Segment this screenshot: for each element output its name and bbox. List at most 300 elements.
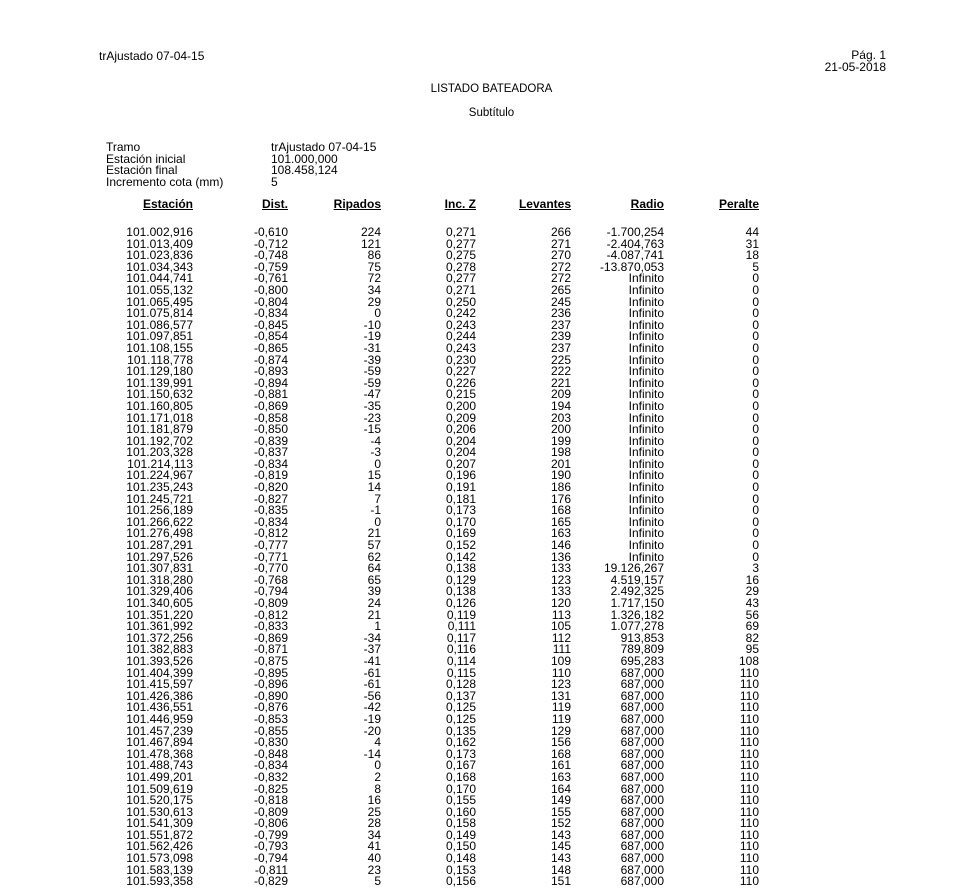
- table-cell: 0: [752, 387, 759, 402]
- table-cell: -0,827: [253, 491, 288, 506]
- table-cell: Infinito: [628, 329, 664, 344]
- table-cell: 0,150: [445, 839, 476, 854]
- table-cell: 237: [550, 340, 571, 355]
- table-cell: -0,865: [253, 340, 288, 355]
- report-subtitle: Subtítulo: [468, 107, 515, 119]
- table-cell: -0,854: [253, 329, 288, 344]
- table-cell: 43: [745, 596, 759, 610]
- table-cell: 101.457,239: [126, 723, 193, 738]
- table-cell: 200: [550, 422, 571, 437]
- table-cell: -4: [370, 433, 381, 448]
- table-cell: 225: [550, 352, 571, 367]
- table-cell: 0: [752, 271, 759, 286]
- table-cell: Infinito: [628, 433, 664, 448]
- table-cell: 0,119: [446, 607, 476, 622]
- table-cell: -0,793: [253, 839, 288, 854]
- table-cell: 101.013,409: [126, 236, 193, 251]
- table-cell: -0,850: [253, 422, 288, 437]
- table-cell: 101.034,343: [126, 259, 193, 274]
- table-cell: -39: [363, 352, 381, 367]
- table-cell: 236: [550, 306, 571, 321]
- table-cell: 29: [745, 584, 759, 599]
- table-cell: 28: [367, 816, 381, 831]
- table-cell: -0,853: [253, 711, 288, 726]
- table-cell: 110: [739, 816, 759, 831]
- table-cell: Infinito: [628, 352, 664, 367]
- table-cell: 146: [550, 538, 571, 553]
- table-cell: 0,170: [445, 514, 476, 529]
- table-cell: 0: [374, 758, 381, 773]
- table-cell: -0,811: [254, 862, 288, 877]
- table-cell: 0: [752, 514, 759, 529]
- table-cell: Infinito: [628, 445, 664, 460]
- table-cell: -0,835: [253, 503, 288, 518]
- table-cell: Infinito: [628, 526, 664, 541]
- table-cell: 110: [739, 769, 759, 784]
- table-cell: -0,869: [253, 398, 288, 413]
- table-cell: 136: [550, 549, 571, 564]
- table-cell: 112: [551, 630, 571, 645]
- table-cell: 101.235,243: [126, 480, 193, 495]
- table-cell: 101.245,721: [126, 491, 193, 506]
- table-cell: -4.087,741: [606, 248, 664, 263]
- table-cell: 101.139,991: [126, 375, 193, 390]
- table-cell: 913,853: [620, 630, 664, 645]
- table-cell: Infinito: [628, 317, 664, 332]
- table-cell: 0,173: [445, 503, 476, 518]
- table-cell: 101.023,836: [126, 248, 193, 263]
- table-cell: -0,895: [253, 665, 288, 680]
- table-cell: 0: [752, 398, 759, 413]
- table-cell: 0,244: [445, 329, 476, 344]
- table-cell: 101.181,879: [126, 422, 193, 437]
- table-cell: -3: [370, 445, 381, 460]
- table-cell: 271: [550, 236, 571, 251]
- table-cell: 0: [752, 549, 759, 564]
- parameter-label: Estación final: [106, 163, 178, 178]
- table-cell: 24: [367, 596, 381, 610]
- table-cell: -42: [363, 700, 381, 715]
- table-cell: 86: [367, 248, 381, 263]
- table-cell: 687,000: [620, 851, 664, 866]
- table-cell: 237: [550, 317, 571, 332]
- table-cell: 23: [367, 862, 381, 877]
- table-cell: 687,000: [620, 827, 664, 842]
- table-cell: 0: [752, 306, 759, 321]
- table-cell: -0,770: [253, 561, 288, 576]
- table-cell: 110: [739, 677, 759, 692]
- table-cell: -0,896: [253, 677, 288, 692]
- table-cell: 123: [550, 572, 571, 587]
- table-cell: 101.509,619: [126, 781, 193, 796]
- table-cell: 0,149: [445, 827, 476, 842]
- table-cell: 0,227: [445, 364, 476, 379]
- table-cell: Infinito: [628, 456, 664, 471]
- table-cell: 101.287,291: [126, 538, 193, 553]
- table-cell: 687,000: [620, 711, 664, 726]
- table-cell: -0,858: [253, 410, 288, 425]
- table-cell: -0,748: [253, 248, 288, 263]
- table-cell: 0,242: [445, 306, 476, 321]
- table-cell: 101.002,916: [126, 225, 193, 239]
- table-cell: -0,894: [253, 375, 288, 390]
- table-cell: 101.551,872: [126, 827, 193, 842]
- table-cell: 151: [550, 874, 571, 888]
- table-cell: 0,275: [445, 248, 476, 263]
- table-cell: 101.488,743: [126, 758, 193, 773]
- table-cell: 40: [367, 851, 381, 866]
- table-cell: 0: [752, 468, 759, 483]
- table-cell: 687,000: [620, 700, 664, 715]
- table-cell: 19.126,267: [603, 561, 664, 576]
- table-cell: 0: [752, 422, 759, 437]
- table-cell: 110: [739, 862, 759, 877]
- table-cell: Infinito: [628, 340, 664, 355]
- table-cell: 101.436,551: [126, 700, 193, 715]
- table-cell: 0,114: [446, 653, 476, 668]
- table-cell: 224: [360, 225, 381, 239]
- table-cell: -31: [363, 340, 381, 355]
- table-cell: -0,829: [253, 874, 288, 888]
- table-cell: 239: [550, 329, 571, 344]
- table-cell: 110: [551, 665, 571, 680]
- table-cell: 0,271: [445, 282, 476, 297]
- table-cell: 101.297,526: [126, 549, 193, 564]
- table-cell: -2.404,763: [606, 236, 664, 251]
- table-cell: 101.055,132: [126, 282, 193, 297]
- table-cell: 101.266,622: [126, 514, 193, 529]
- table-cell: 161: [550, 758, 571, 773]
- table-cell: 1.326,182: [610, 607, 664, 622]
- table-cell: 0,170: [445, 781, 476, 796]
- table-cell: 101.108,155: [126, 340, 193, 355]
- table-cell: 72: [367, 271, 381, 286]
- table-cell: 110: [739, 874, 759, 888]
- table-cell: -0,845: [253, 317, 288, 332]
- table-cell: 0: [752, 329, 759, 344]
- parameter-value: 108.458,124: [271, 163, 338, 178]
- table-cell: 101.382,883: [126, 642, 193, 657]
- table-cell: 0: [752, 352, 759, 367]
- table-cell: 101.160,805: [126, 398, 193, 413]
- table-cell: 168: [550, 503, 571, 518]
- table-cell: 119: [551, 700, 571, 715]
- table-cell: 190: [550, 468, 571, 483]
- table-cell: Infinito: [628, 364, 664, 379]
- table-cell: 0,215: [445, 387, 476, 402]
- table-cell: -0,869: [253, 630, 288, 645]
- table-cell: 152: [550, 816, 571, 831]
- table-cell: 0,125: [445, 700, 476, 715]
- table-cell: 101.583,139: [126, 862, 193, 877]
- table-cell: 41: [367, 839, 381, 854]
- table-cell: 101.541,309: [126, 816, 193, 831]
- column-header: Levantes: [518, 197, 571, 211]
- column-header: Ripados: [333, 197, 381, 211]
- table-cell: 156: [550, 735, 571, 750]
- column-header: Radio: [630, 197, 664, 211]
- table-cell: 143: [550, 827, 571, 842]
- table-cell: -0,809: [253, 596, 288, 610]
- table-cell: -59: [363, 364, 381, 379]
- table-cell: 101.446,959: [126, 711, 193, 726]
- table-cell: 101.351,220: [126, 607, 193, 622]
- table-cell: 687,000: [620, 804, 664, 819]
- table-cell: -14: [363, 746, 381, 761]
- table-cell: 687,000: [620, 688, 664, 703]
- table-cell: 199: [550, 433, 571, 448]
- table-cell: -0,761: [253, 271, 288, 286]
- table-cell: 0,158: [445, 816, 476, 831]
- table-cell: -0,848: [253, 746, 288, 761]
- table-cell: 194: [550, 398, 571, 413]
- table-cell: -0,804: [253, 294, 288, 309]
- table-cell: 0,207: [445, 456, 476, 471]
- table-cell: 0,243: [445, 340, 476, 355]
- table-cell: 687,000: [620, 816, 664, 831]
- table-cell: 163: [550, 526, 571, 541]
- table-cell: -0,818: [253, 793, 288, 808]
- table-cell: 0,115: [446, 665, 476, 680]
- table-cell: 168: [550, 746, 571, 761]
- table-cell: Infinito: [628, 282, 664, 297]
- table-cell: 149: [550, 793, 571, 808]
- table-cell: 0,111: [447, 619, 476, 634]
- table-cell: Infinito: [628, 271, 664, 286]
- table-cell: 0: [374, 456, 381, 471]
- table-cell: 15: [367, 468, 381, 483]
- table-cell: 110: [739, 711, 759, 726]
- column-header: Dist.: [261, 197, 288, 211]
- table-cell: 0,129: [445, 572, 476, 587]
- report-parameters: [106, 142, 376, 188]
- table-cell: 0,135: [445, 723, 476, 738]
- table-cell: 34: [367, 827, 381, 842]
- table-cell: 0,277: [445, 236, 476, 251]
- table-cell: 0,168: [445, 769, 476, 784]
- table-cell: 110: [739, 839, 759, 854]
- table-cell: 0: [752, 294, 759, 309]
- table-cell: 31: [745, 236, 759, 251]
- table-cell: -0,871: [253, 642, 288, 657]
- table-cell: 0,148: [445, 851, 476, 866]
- table-cell: 0: [752, 445, 759, 460]
- table-header-row: [100, 199, 759, 227]
- table-cell: 0: [752, 317, 759, 332]
- table-cell: 1: [374, 619, 381, 634]
- table-cell: 25: [367, 804, 381, 819]
- table-cell: 266: [550, 225, 571, 239]
- table-cell: 687,000: [620, 862, 664, 877]
- table-cell: -0,834: [253, 306, 288, 321]
- table-cell: 687,000: [620, 746, 664, 761]
- table-cell: 101.478,368: [126, 746, 193, 761]
- table-cell: -0,610: [253, 225, 288, 239]
- table-cell: 789,809: [620, 642, 664, 657]
- table-cell: 101.520,175: [126, 793, 193, 808]
- table-cell: 14: [367, 480, 381, 495]
- table-cell: -61: [363, 677, 381, 692]
- table-cell: 69: [745, 619, 759, 634]
- table-cell: 65: [367, 572, 381, 587]
- table-cell: 687,000: [620, 874, 664, 888]
- table-cell: 39: [367, 584, 381, 599]
- table-cell: 110: [739, 665, 759, 680]
- table-cell: -0,809: [253, 804, 288, 819]
- table-cell: -0,806: [253, 816, 288, 831]
- parameter-row: [106, 174, 376, 189]
- table-cell: 0,142: [445, 549, 476, 564]
- table-cell: 0,162: [445, 735, 476, 750]
- table-cell: 148: [550, 862, 571, 877]
- table-cell: -0,794: [253, 584, 288, 599]
- table-cell: 0,230: [445, 352, 476, 367]
- table-cell: 155: [550, 804, 571, 819]
- table-cell: 0,191: [445, 480, 476, 495]
- table-cell: -0,893: [253, 364, 288, 379]
- table-cell: 119: [551, 711, 571, 726]
- table-cell: 0,169: [445, 526, 476, 541]
- table-cell: 101.340,605: [126, 596, 193, 610]
- table-cell: -0,874: [253, 352, 288, 367]
- table-cell: -0,777: [253, 538, 288, 553]
- table-cell: Infinito: [628, 503, 664, 518]
- table-cell: 2: [374, 769, 381, 784]
- table-cell: 0: [752, 410, 759, 425]
- table-cell: Infinito: [628, 480, 664, 495]
- table-cell: 0,167: [445, 758, 476, 773]
- table-cell: Infinito: [628, 491, 664, 506]
- table-cell: 95: [745, 642, 759, 657]
- table-cell: 101.075,814: [126, 306, 193, 321]
- table-cell: -0,812: [253, 607, 288, 622]
- table-cell: 110: [739, 827, 759, 842]
- table-cell: -1: [370, 503, 381, 518]
- table-cell: 0: [752, 364, 759, 379]
- table-cell: 222: [550, 364, 571, 379]
- column-header: Estación: [142, 197, 193, 211]
- table-cell: 110: [739, 700, 759, 715]
- table-cell: 101.593,358: [126, 874, 193, 888]
- table-cell: 687,000: [620, 793, 664, 808]
- table-cell: 110: [739, 851, 759, 866]
- table-cell: 0,128: [445, 677, 476, 692]
- table-cell: -0,834: [253, 758, 288, 773]
- table-cell: 101.150,632: [126, 387, 193, 402]
- table-cell: -0,890: [253, 688, 288, 703]
- table-cell: 0,126: [445, 596, 476, 610]
- table-cell: 34: [367, 282, 381, 297]
- table-cell: 101.276,498: [126, 526, 193, 541]
- table-cell: 21: [367, 607, 381, 622]
- table-cell: 29: [367, 294, 381, 309]
- table-cell: 0,138: [445, 561, 476, 576]
- table-cell: 0: [752, 340, 759, 355]
- table-cell: 0,277: [445, 271, 476, 286]
- table-cell: -20: [363, 723, 381, 738]
- table-cell: 687,000: [620, 723, 664, 738]
- table-cell: Infinito: [628, 410, 664, 425]
- table-cell: Infinito: [628, 514, 664, 529]
- table-cell: 209: [550, 387, 571, 402]
- table-cell: 0,209: [445, 410, 476, 425]
- table-cell: -0,799: [253, 827, 288, 842]
- table-cell: 0,200: [445, 398, 476, 413]
- table-cell: 221: [550, 375, 571, 390]
- table-cell: 101.256,189: [126, 503, 193, 518]
- table-cell: 7: [374, 491, 381, 506]
- table-cell: 0: [752, 503, 759, 518]
- table-cell: 0: [374, 514, 381, 529]
- table-cell: 0,155: [445, 793, 476, 808]
- table-cell: 0: [752, 538, 759, 553]
- table-cell: 2.492,325: [610, 584, 664, 599]
- table-cell: 245: [550, 294, 571, 309]
- table-cell: -34: [363, 630, 381, 645]
- report-date: 21-05-2018: [824, 60, 886, 74]
- table-cell: -0,837: [253, 445, 288, 460]
- table-cell: 203: [550, 410, 571, 425]
- page-number: Pág. 1: [851, 48, 886, 62]
- table-cell: 101.415,597: [126, 677, 193, 692]
- table-cell: 1.717,150: [610, 596, 664, 610]
- table-cell: 0,204: [445, 433, 476, 448]
- table-cell: 110: [739, 804, 759, 819]
- table-cell: 3: [752, 561, 759, 576]
- table-cell: 133: [550, 584, 571, 599]
- table-cell: 18: [745, 248, 759, 263]
- table-cell: 101.361,992: [126, 619, 193, 634]
- table-cell: -35: [363, 398, 381, 413]
- table-cell: 145: [550, 839, 571, 854]
- table-cell: 0,204: [445, 445, 476, 460]
- table-cell: -56: [363, 688, 381, 703]
- table-cell: 0: [374, 306, 381, 321]
- table-cell: 4: [374, 735, 381, 750]
- table-cell: 0,116: [446, 642, 476, 657]
- table-cell: 105: [550, 619, 571, 634]
- table-cell: Infinito: [628, 306, 664, 321]
- table-cell: -0,768: [253, 572, 288, 587]
- table-cell: 0,226: [445, 375, 476, 390]
- table-cell: Infinito: [628, 375, 664, 390]
- table-cell: -0,759: [253, 259, 288, 274]
- table-cell: 0: [752, 282, 759, 297]
- table-cell: -23: [363, 410, 381, 425]
- table-cell: 1.077,278: [610, 619, 664, 634]
- table-cell: 0,173: [445, 746, 476, 761]
- table-cell: 0: [752, 480, 759, 495]
- table-cell: 101.224,967: [126, 468, 193, 483]
- parameter-value: 5: [271, 174, 278, 189]
- parameter-label: Estación inicial: [106, 151, 186, 166]
- table-cell: 0,250: [445, 294, 476, 309]
- table-cell: 0,271: [445, 225, 476, 239]
- table-cell: 0,117: [446, 630, 476, 645]
- table-cell: 111: [552, 642, 571, 657]
- table-cell: -61: [363, 665, 381, 680]
- table-cell: 108: [738, 653, 759, 668]
- table-cell: 0,152: [445, 538, 476, 553]
- table-cell: -0,834: [253, 456, 288, 471]
- table-cell: 186: [550, 480, 571, 495]
- column-header: Inc. Z: [444, 197, 476, 211]
- table-cell: 101.467,894: [126, 735, 193, 750]
- table-cell: 101.426,386: [126, 688, 193, 703]
- table-cell: 101.118,778: [127, 352, 193, 367]
- table-cell: 687,000: [620, 758, 664, 773]
- table-cell: 101.065,495: [126, 294, 193, 309]
